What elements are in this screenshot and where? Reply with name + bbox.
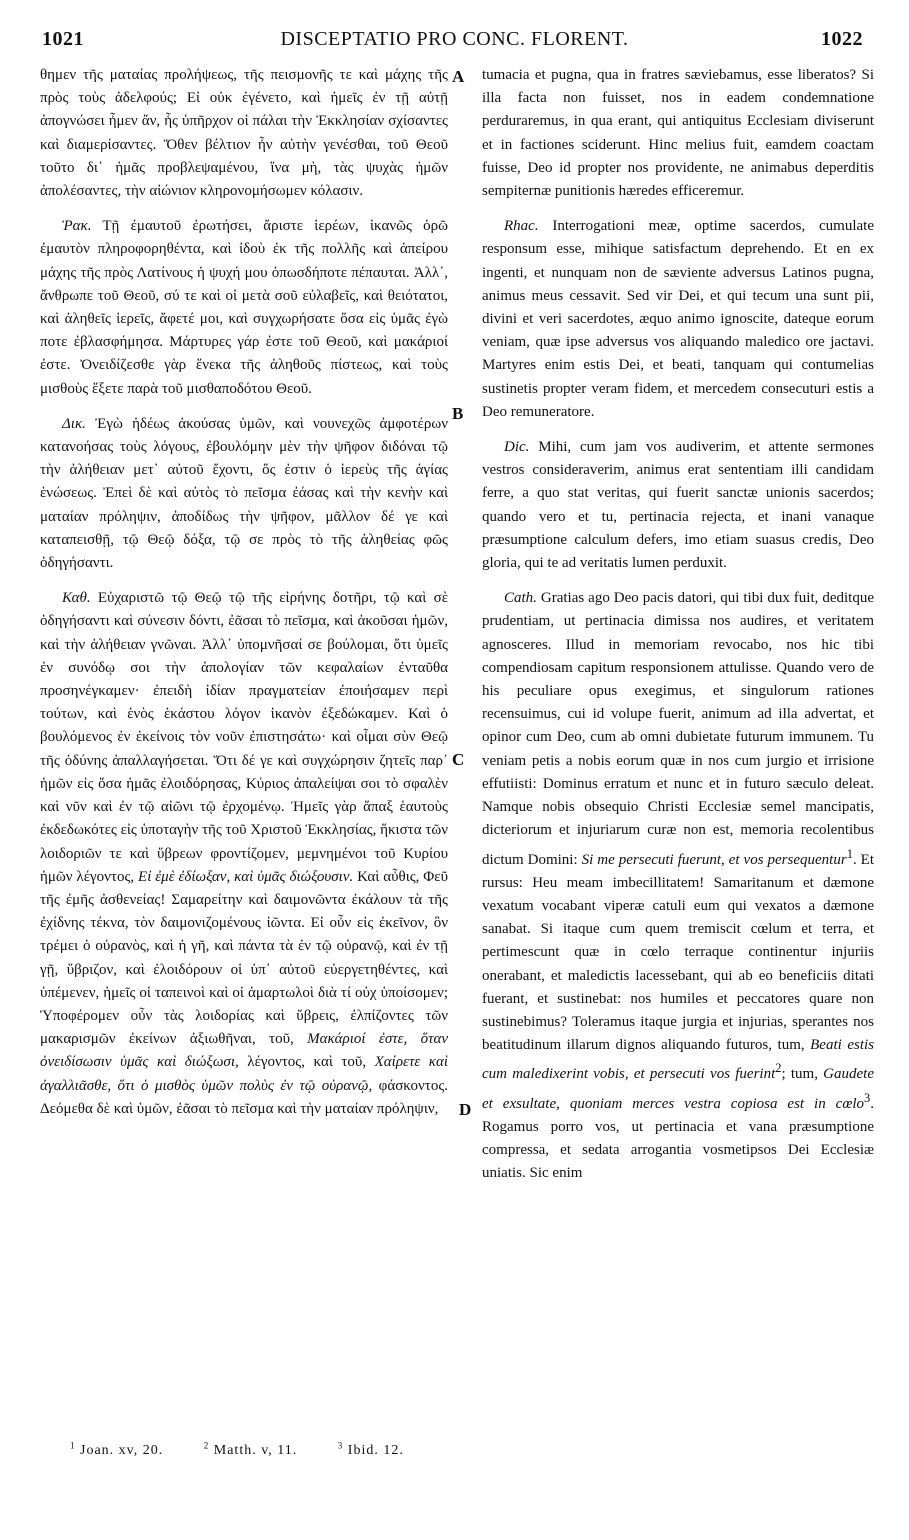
greek-text: φάσκοντος. Δεόμεθα δὲ καὶ ὑμῶν, ἐᾶσαι τὸ πεῖσμα καὶ τὴν ματαίαν πρόληψιν, [40,1077,449,1117]
greek-text: Ἐγὼ ἡδέως ἀκούσας ὑμῶν, καὶ νουνεχῶς ἀμφοτέρων κατανοήσας τοὺς λόγους, ἐβουλόμην μὲν τὴν ψῆφον διδόναι τῷ τὴν ἀλήθειαν μετ᾽ αὐτοῦ ἔχοντι, ὅς ἐστιν ὁ ἱερεὺς τῆς ἁγίας ἑνώσεως. Ἐπεὶ δὲ καὶ αὐτὸς τὸ πεῖσμα ἐάσας καὶ τὴν κενὴν καὶ ματαίαν πρόληψιν, ἀποδίδως τὴν ψῆφον, μᾶλλον δέ γε καὶ καταπεισθῇ, τῷ Θεῷ δόξα, τῷ σε πρὸς τὸ τῆς ἀληθείας φῶς ὁδηγήσαντι. [40,415,448,572]
speaker-label: Καθ. [62,590,91,607]
latin-text: . Et rursus: Heu meam imbecillitatem! Samaritanum et dæmone vexatum vocabant viperæ catuli eum qui vexatos a dæmone sanabat. Si itaque cum quem tremiscit cœlum et terra, et pertimescunt quæ in cœlo terraque continentur injuriis onerabant, et maledictis lacessebant, qui ab eo beneficiis ditati fuerant, et sustinebat: nos humiles et peccatores quare non sustinebimus? Toleramus itaque jurgia et injurias, sperantes nos beatitudinum illarum dignos aliquando futuros, tum, [482,851,874,1054]
latin-paragraph-1 [482,64,874,203]
footnote-ref: 3 [864,1090,871,1105]
scripture-quote: Gaudete et exsultate, quoniam merces vestra copiosa est in cœlo [482,1066,874,1112]
latin-text: . Rogamus porro vos, ut pertinacia et vana præsumptione compressa, et sedata arrogantia vosmetipsos Dei Ecclesiæ uniatis. Sic enim [482,1095,874,1182]
latin-text: Mihi, cum jam vos audiverim, et attente sermones vestros consideraverim, animus erat sententiam illi candidam ferre, a quo stat veritas, qui fuerit sanctæ unionis sacerdos; quando vero et tu, pertinacia rejecta, et inani vanaque præsumptione calculum defers, imo etiam suasus credis, Deo gloria, qui te ad veritatis lumen perduxit. [482,439,874,572]
footnote [70,1440,181,1458]
footnote-ref: 2 [775,1061,782,1076]
footnote-number: 3 [337,1440,344,1450]
section-marker-d: D [459,1100,472,1119]
footnote [203,1440,316,1458]
greek-text: Εὐχαριστῶ τῷ Θεῷ τῷ τῆς εἰρήνης δοτῆρι, τῷ καὶ σὲ ὁδηγήσαντι καὶ σύνεσιν δόντι, ἐᾶσαι τὸ πεῖσμα, καὶ ἀκοῦσαι ἡμῶν, καὶ τὴν ἀλήθειαν γνῶναι. Ἀλλ᾽ ὑπομνῆσαί σε βούλομαι, ὅτι ὑμεῖς ἐν συνόδῳ σοι τὴν ἀπολογίαν τῶν κεφαλαίων ἐνταῦθα προσηνέγκαμεν· ἐπειδὴ ἰδίαν πραγματείαν ἐποιήσαμεν περὶ τούτων, καὶ ἑνὸς ἑκάστου λόγον ἱκανὸν ἐξεδώκαμεν. Καὶ ὁ βουλόμενος ἐν ἐκείνοις τὸν νοῦν ἐπιστησάτω· καὶ οἶμαι σὺν Θεῷ τῆς ὀδύνης ἀπαλλαγήσεται. Ὅτι δέ γε καὶ συγχώρησιν ζητεῖς παρ᾽ ἡμῶν εἰς ὅσα ἡμᾶς ἐλοιδόρησας, Κύριος ἀπαλείψαι σοι τὸ σφαλὲν καὶ νῦν καὶ ἐν τῷ αἰῶνι τῷ ἐρχομένῳ. Ἡμεῖς γὰρ ἅπαξ ἑαυτοὺς ἐκδεδωκότες εἰς ὑποταγὴν τῆς τοῦ Χριστοῦ Ἐκκλησίας, ἥκιστα τῶν λοιδοριῶν τε καὶ ὕβρεων φροντίζομεν, μεμνημένοι τοῦ Κυρίου ἡμῶν λέγοντος, [40,590,448,885]
latin-text: Gratias ago Deo pacis datori, qui tibi dux fuit, deditque prudentiam, ut pertinacia dimissa nos audires, et veritatem agnosceres. Illud in memoriam revocabo, nos hic tibi compendiosam capitum responsionem attulisse. Quando vero de his peculiare opus exegimus, et singulorum rationes recensuimus, cui id volupe fuerit, animum ad illa advertat, et opinor cum Deo, cum ab omni dubietate futurum immunem. Tu veniam petis a nobis eorum quæ in nos cum jurgio et irrisione effutiisti: Dominus erratum et nunc et in futuro sæculo deleat. Namque nobis obsequio Christi Ecclesiæ semel mancipatis, dicteriorum et injuriarum curæ non est, memoria recolentibus dictum Domini: [482,590,875,868]
greek-paragraph-2 [40,215,448,401]
footnote-text: Matth. v, 11. [213,1442,298,1458]
speaker-label: Ῥακ. [62,218,92,235]
speaker-label: Cath. [504,590,537,607]
section-marker-c: C [452,750,465,769]
footnotes [70,1440,490,1459]
page-number-left: 1021 [42,28,84,50]
latin-column [482,64,874,1185]
footnote-number: 1 [70,1440,76,1450]
scripture-quote: Si me persecuti fuerunt, et vos persequentur [581,851,847,868]
speaker-label: Dic. [504,439,530,456]
footnote [337,1440,422,1458]
scripture-quote: Χαίρετε καὶ ἀγαλλιᾶσθε, ὅτι ὁ μισθὸς ὑμῶν πολὺς ἐν τῷ οὐρανῷ, [40,1054,449,1094]
scripture-quote: Beati estis cum maledixerint vobis, et persecuti vos fuerint [482,1037,874,1083]
greek-paragraph-1 [40,64,448,203]
greek-column [40,64,448,1121]
greek-text: θημεν τῆς ματαίας προλήψεως, τῆς πεισμονῆς τε καὶ μάχης τῆς πρὸς τοὺς ἀδελφούς; Εἰ οὐκ ἐγένετο, καὶ ἡμεῖς ἐν τῇ αὐτῇ ἀπογνώσει ἦμεν ἄν, ἧς ὑπῆρχον οἱ πάλαι τὴν Ἐκκλησίαν σχίσαντες καὶ διαμερίσαντες. Ὅθεν βέλτιον ἦν αὐτὴν γενέσθαι, τοῦ Θεοῦ τοῦτο δι᾽ ἡμᾶς προβλεψαμένου, ἵνα μὴ, τὰς ψυχὰς ἡμῶν ἀπολέσαντες, τὴν αἰώνιον κληρονομήσωμεν κόλασιν. [40,67,448,200]
speaker-label: Rhac. [504,218,539,235]
footnote-text: Joan. xv, 20. [80,1442,164,1458]
latin-text: Interrogationi meæ, optime sacerdos, cumulate responsum esse, mihique satisfactum deprehendo. Et en ex ingenti, et nunquam non de sæviente adversus Latinos pugna, animus meus cessavit. Sed vir Dei, et qui tecum una sunt pii, divini et veri sacerdotes, æquo animo ignoscite, dateque eorum veniam, quæ ipse adversus vos aliquando maledico ore jactavi. Martyres enim estis Dei, et beati, tanquam qui contumelias sustinetis propter veram fidem, et mercedem consecuturi estis a Deo remuneratore. [482,218,874,420]
greek-text: λέγοντος, καὶ τοῦ, [247,1054,367,1071]
running-header [0,28,909,58]
speaker-label: Δικ. [62,415,86,432]
footnote-text: Ibid. 12. [347,1442,404,1458]
scripture-quote: Εἰ ἐμὲ ἐδίωξαν, καὶ ὑμᾶς διώξουσιν. [138,868,354,885]
section-marker-a: A [452,67,465,86]
footnote-number: 2 [203,1440,210,1450]
running-title: DISCEPTATIO PRO CONC. FLORENT. [280,28,629,50]
latin-paragraph-3 [482,436,874,575]
page-number-right: 1022 [821,28,863,50]
latin-paragraph-2 [482,215,874,424]
footnote-ref: 1 [846,846,853,861]
section-marker-b: B [452,404,464,423]
greek-paragraph-4 [40,587,448,1121]
greek-paragraph-3 [40,413,448,575]
greek-text: Καὶ αὖθις, Φεῦ τῆς ἐμῆς ἀσθενείας! Σαμαρείτην καὶ δαιμονῶντα ἐκάλουν τὰ τῆς ἐχίδνης τέκνα, τὸν δαιμονιζομένους ἰῶντα. Εἰ οὖν εἰς ἐκεῖνον, ὃν τρέμει ὁ οὐρανὸς, καὶ ἡ γῆ, καὶ πάντα τὰ ἐν τῷ οὐρανῷ, καὶ ἐν τῇ γῇ, ὕβριζον, καὶ ἐλοιδόρουν οἱ ὑπ᾽ αὐτοῦ εὐεργετηθέντες, καὶ ὑπέμενεν, ἡμεῖς οἱ ταπεινοὶ καὶ οἱ ἁμαρτωλοὶ διὰ τί οὐχ ὑποίσομεν; Ὑποφέρομεν οὖν τὰς λοιδορίας καὶ ὕβρεις, ἐλπίζοντες τῶν μακαρισμῶν ἐκείνων ἀξιωθῆναι, τοῦ, [40,868,448,1048]
greek-text: Τῇ ἐμαυτοῦ ἐρωτήσει, ἄριστε ἱερέων, ἱκανῶς ὁρῶ ἐμαυτὸν πληροφορηθέντα, καὶ ἰδοὺ ἐκ τῆς πολλῆς καὶ ἀπείρου μάχης τῆς πρὸς Λατίνους ἡ ψυχή μου ὁπωσδήποτε πέπαυται. Ἀλλ᾽, ἄνθρωπε τοῦ Θεοῦ, σύ τε καὶ οἱ μετὰ σοῦ εὐλαβεῖς, καὶ θειότατοι, καὶ ἀληθεῖς ἱερεῖς, ἄφετέ μοι, καὶ συγχωρήσατε ὅσα εἰς ὑμᾶς ἐγὼ ποτε ἐβλασφήμησα. Μάρτυρες γάρ ἐστε τοῦ Θεοῦ, καὶ μακάριοί ἐστε. Ὀνειδίζεσθε γὰρ ἕνεκα τῆς ἀληθοῦς πίστεως, καὶ τοὺς μισθοὺς ἕξετε παρὰ τοῦ μισθαποδότου Θεοῦ. [40,218,448,397]
latin-text: ; tum, [781,1066,818,1083]
latin-text: tumacia et pugna, qua in fratres sæviebamus, esse liberatos? Si illa facta non fuisset, nos in eadem condemnatione perduraremus, in qua erant, qui antiquitus Ecclesiam diviserunt et in factiones sciderunt. Hinc melius fuit, eamdem coactam fuisse, Deo id propter nos providente, ne animabus deperditis sempiternæ punitionis hæredes efficeremur. [482,67,874,200]
latin-paragraph-4 [482,587,874,1185]
scripture-quote: Μακάριοί ἐστε, ὅταν ὀνειδίσωσιν ὑμᾶς καὶ διώξωσι, [40,1031,449,1071]
